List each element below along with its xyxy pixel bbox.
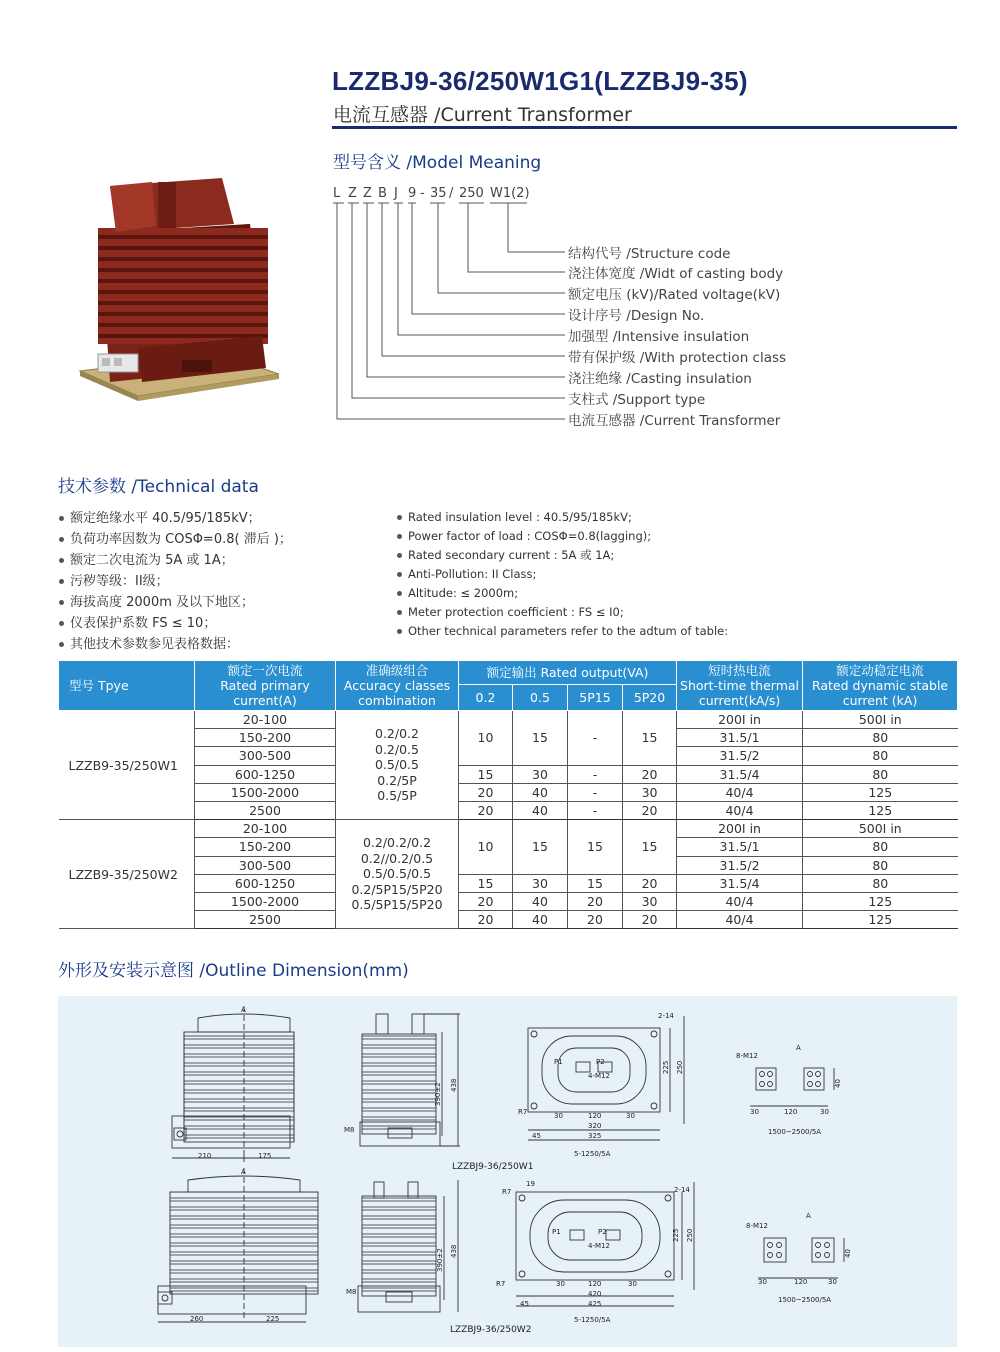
cell: 600-1250	[195, 874, 336, 892]
dim-label: 250	[686, 1228, 694, 1242]
cell: 40/4	[677, 783, 803, 801]
cell: -	[568, 711, 623, 766]
cell: 15	[568, 820, 623, 875]
cell: 20-100	[195, 820, 336, 838]
cell: 150-200	[195, 838, 336, 856]
cell: 150-200	[195, 729, 336, 747]
technical-list-cn	[58, 508, 292, 655]
cell: 15	[513, 820, 568, 875]
dim-label: 5-1250/5A	[574, 1150, 611, 1158]
w2-side-view	[358, 1180, 458, 1312]
list-item: Rated secondary current : 5A 或 1A;	[396, 546, 728, 565]
cell: 15	[568, 874, 623, 892]
dim-label: 45	[520, 1300, 529, 1308]
cell: 10	[459, 711, 513, 766]
cell: -	[568, 801, 623, 819]
cell: 31.5/1	[677, 729, 803, 747]
dim-label: 8-M12	[746, 1222, 768, 1230]
cell: 80	[803, 765, 958, 783]
cell: 500I in	[803, 711, 958, 729]
cell: 31.5/1	[677, 838, 803, 856]
list-item: 其他技术参数参见表格数据：	[58, 634, 292, 655]
dim-label: M8	[344, 1126, 355, 1134]
list-item: 负荷功率因数为 COSΦ=0.8( 滞后 )；	[58, 529, 292, 550]
list-item: 污秽等级：II级；	[58, 571, 292, 592]
dim-label: 40	[834, 1079, 842, 1088]
meaning-item: 浇注绝缘 /Casting insulation	[568, 371, 752, 387]
list-item: 额定绝缘水平 40.5/95/185kV；	[58, 508, 292, 529]
dim-label: 250	[676, 1060, 684, 1074]
cell: 40	[513, 911, 568, 929]
cell: 500I in	[803, 820, 958, 838]
cell: 125	[803, 783, 958, 801]
header-accuracy: 准确级组合 Accuracy classes combination	[336, 661, 459, 711]
model-meaning-heading: 型号含义 /Model Meaning	[333, 153, 542, 173]
cell: 40/4	[677, 892, 803, 910]
cell: 20	[623, 765, 677, 783]
cell: 200I in	[677, 711, 803, 729]
list-item: Rated insulation level : 40.5/95/185kV;	[396, 508, 728, 527]
dim-label: 120	[794, 1278, 808, 1286]
cell: 2500	[195, 911, 336, 929]
w2-front-view	[158, 1168, 318, 1322]
cell: 80	[803, 729, 958, 747]
cell: 1500-2000	[195, 892, 336, 910]
meaning-item: 支柱式 /Support type	[568, 392, 706, 408]
cell: 20	[568, 911, 623, 929]
dim-label: 390±2	[434, 1082, 442, 1106]
dim-label: 438	[450, 1244, 458, 1258]
cell: 20	[623, 911, 677, 929]
cell: 2500	[195, 801, 336, 819]
list-item: 海拔高度 2000m 及以下地区；	[58, 592, 292, 613]
header-primary-current: 额定一次电流 Rated primary current(A)	[195, 661, 336, 711]
dim-label: 120	[588, 1280, 602, 1288]
list-item: Other technical parameters refer to the adtum of table:	[396, 622, 728, 641]
code-char: -	[420, 186, 425, 201]
meaning-item: 电流互感器 /Current Transformer	[568, 413, 781, 429]
cell: 80	[803, 838, 958, 856]
code-char: B	[378, 186, 387, 201]
dim-label: 19	[526, 1180, 535, 1188]
cell: 30	[513, 765, 568, 783]
cell: 20	[568, 892, 623, 910]
code-char: W1(2)	[490, 186, 530, 201]
cell: 80	[803, 874, 958, 892]
dim-label: 438	[450, 1078, 458, 1092]
cell: 125	[803, 801, 958, 819]
dim-label: 5-1250/5A	[574, 1316, 611, 1324]
dim-label: M8	[346, 1288, 357, 1296]
cell: 15	[459, 874, 513, 892]
dim-label: 425	[588, 1300, 602, 1308]
dim-label: 30	[750, 1108, 759, 1116]
code-char: 9	[408, 186, 417, 201]
code-char: L	[333, 186, 341, 201]
dim-label: 30	[556, 1280, 565, 1288]
cell: 10	[459, 820, 513, 875]
page-subtitle: 电流互感器 /Current Transformer	[333, 104, 632, 126]
outline-drawing-panel	[58, 996, 957, 1347]
dim-label: P2	[596, 1058, 605, 1066]
header-rated-output: 额定输出 Rated output(VA)	[459, 661, 677, 685]
dim-label: P1	[554, 1058, 563, 1066]
cell: 20	[623, 801, 677, 819]
meaning-item: 带有保护级 /With protection class	[568, 350, 787, 366]
header-type: 型号 Tpye	[59, 661, 195, 711]
drawing-caption-w1: LZZBJ9-36/250W1	[452, 1162, 534, 1172]
dim-label: R7	[518, 1108, 528, 1116]
outline-drawings	[58, 996, 957, 1347]
cell: 20	[459, 801, 513, 819]
cell: 40	[513, 783, 568, 801]
w1-front-view	[172, 1006, 294, 1162]
cell: 40	[513, 801, 568, 819]
accuracy-cell: 0.2/0.2/0.2 0.2//0.2/0.5 0.5/0.5/0.5 0.2/5P15/5P20 0.5/5P15/5P20	[336, 820, 459, 929]
dim-label: 225	[266, 1315, 280, 1323]
cell: 80	[803, 856, 958, 874]
header-output-5p15: 5P15	[568, 685, 623, 711]
code-char: J	[394, 186, 398, 201]
cell: 40/4	[677, 801, 803, 819]
technical-table	[58, 660, 958, 929]
cell: 20	[623, 874, 677, 892]
dim-label: 225	[662, 1060, 670, 1074]
dim-label: A	[241, 1006, 246, 1014]
list-item: Meter protection coefficient : FS ≤ I0;	[396, 603, 728, 622]
dim-label: 40	[844, 1249, 852, 1258]
cell: 300-500	[195, 856, 336, 874]
dim-label: 120	[588, 1112, 602, 1120]
dim-label: 420	[588, 1290, 602, 1298]
code-char: Z	[363, 186, 372, 201]
meaning-item: 结构代号 /Structure code	[568, 246, 731, 262]
dim-label: 30	[628, 1280, 637, 1288]
cell: 15	[623, 711, 677, 766]
dim-label: 30	[758, 1278, 767, 1286]
dim-label: 175	[258, 1152, 272, 1160]
meaning-item: 浇注体宽度 /Widt of casting body	[568, 266, 784, 282]
cell: 40/4	[677, 911, 803, 929]
dim-label: 30	[554, 1112, 563, 1120]
dim-label: 30	[626, 1112, 635, 1120]
dim-label: 120	[784, 1108, 798, 1116]
dim-label: 8-M12	[736, 1052, 758, 1060]
header-output-02: 0.2	[459, 685, 513, 711]
model-meaning-leaders	[0, 0, 1000, 440]
cell: 20	[459, 911, 513, 929]
table-row	[59, 820, 958, 838]
cell: 15	[513, 711, 568, 766]
dim-label: 30	[828, 1278, 837, 1286]
header-output-05: 0.5	[513, 685, 568, 711]
dim-label: 325	[588, 1132, 602, 1140]
list-item: 仪表保护系数 FS ≤ 10；	[58, 613, 292, 634]
dim-label: 225	[672, 1228, 680, 1242]
dim-label: 260	[190, 1315, 204, 1323]
w1-side-view	[360, 1014, 460, 1146]
cell: 30	[513, 874, 568, 892]
dim-label: 320	[588, 1122, 602, 1130]
dim-label: P1	[552, 1228, 561, 1236]
meaning-item: 设计序号 /Design No.	[568, 308, 705, 324]
cell: 20-100	[195, 711, 336, 729]
list-item: 额定二次电流为 5A 或 1A；	[58, 550, 292, 571]
outline-heading: 外形及安装示意图 /Outline Dimension(mm)	[58, 961, 409, 981]
dim-label: 210	[198, 1152, 212, 1160]
table-row	[59, 711, 958, 729]
cell: 15	[459, 765, 513, 783]
cell: 31.5/4	[677, 765, 803, 783]
cell: 125	[803, 892, 958, 910]
dim-label: 45	[532, 1132, 541, 1140]
code-char: 250	[459, 186, 484, 201]
meaning-item: 额定电压 (kV)/Rated voltage(kV)	[568, 287, 781, 303]
cell: 31.5/2	[677, 747, 803, 765]
dim-label: 4-M12	[588, 1242, 610, 1250]
cell: 1500-2000	[195, 783, 336, 801]
list-item: Anti-Pollution: II Class;	[396, 565, 728, 584]
cell: 30	[623, 892, 677, 910]
dim-label: A	[796, 1044, 801, 1052]
dim-label: 1500~2500/5A	[768, 1128, 822, 1136]
model-cell: LZZB9-35/250W1	[59, 711, 195, 820]
dim-label: 390±2	[436, 1248, 444, 1272]
cell: 30	[623, 783, 677, 801]
dim-label: P2	[598, 1228, 607, 1236]
dim-label: 2-14	[658, 1012, 674, 1020]
w1-terminal-detail	[750, 1068, 834, 1106]
technical-heading: 技术参数 /Technical data	[58, 477, 259, 497]
dim-label: R7	[496, 1280, 506, 1288]
code-char: 35	[430, 186, 447, 201]
code-char: Z	[348, 186, 357, 201]
dim-label: A	[806, 1212, 811, 1220]
cell: 40	[513, 892, 568, 910]
page-title: LZZBJ9-36/250W1G1(LZZBJ9-35)	[332, 66, 748, 96]
meaning-item: 加强型 /Intensive insulation	[568, 329, 750, 345]
accuracy-cell: 0.2/0.2 0.2/0.5 0.5/0.5 0.2/5P 0.5/5P	[336, 711, 459, 820]
dim-label: 4-M12	[588, 1072, 610, 1080]
dim-label: 1500~2500/5A	[778, 1296, 832, 1304]
list-item: Power factor of load : COSΦ=0.8(lagging);	[396, 527, 728, 546]
code-char: /	[449, 186, 454, 201]
list-item: Altitude: ≤ 2000m;	[396, 584, 728, 603]
cell: -	[568, 783, 623, 801]
cell: -	[568, 765, 623, 783]
cell: 125	[803, 911, 958, 929]
model-cell: LZZB9-35/250W2	[59, 820, 195, 929]
dim-label: A	[241, 1168, 246, 1176]
cell: 20	[459, 783, 513, 801]
cell: 20	[459, 892, 513, 910]
cell: 200I in	[677, 820, 803, 838]
cell: 31.5/2	[677, 856, 803, 874]
technical-list-en	[396, 508, 728, 641]
cell: 31.5/4	[677, 874, 803, 892]
dim-label: 30	[820, 1108, 829, 1116]
cell: 80	[803, 747, 958, 765]
dim-label: 2-14	[674, 1186, 690, 1194]
drawing-caption-w2: LZZBJ9-36/250W2	[450, 1325, 532, 1335]
header-thermal: 短时热电流 Short-time thermal current(kA/s)	[677, 661, 803, 711]
cell: 600-1250	[195, 765, 336, 783]
cell: 300-500	[195, 747, 336, 765]
w2-terminal-detail	[758, 1238, 844, 1278]
header-dynamic: 额定动稳定电流 Rated dynamic stable current (kA)	[803, 661, 958, 711]
dim-label: R7	[502, 1188, 512, 1196]
cell: 15	[623, 820, 677, 875]
header-output-5p20: 5P20	[623, 685, 677, 711]
